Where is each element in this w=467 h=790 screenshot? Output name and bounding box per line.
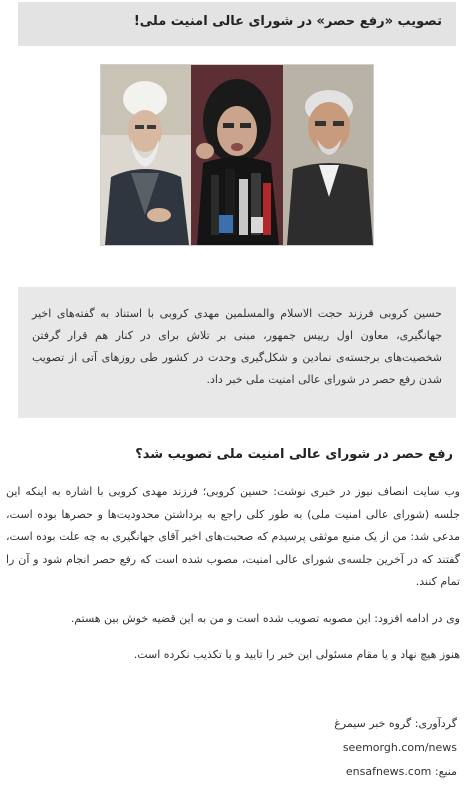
article-body xyxy=(6,481,460,681)
source-label: منبع: xyxy=(434,765,457,778)
body-paragraph: وب سایت انصاف نیوز در خبری نوشت: حسین کروبی؛ فرزند مهدی کروبی با اشاره به اینکه این جلسه (شورای عالی امنیت ملی) به طور کلی راجع به برداشتن محدودیت‌ها و حصرها بوده است، مدعی شد: من از یک منبع موثقی پرسیدم که صحبت‌های اخیر آقای جهانگیری به چه علت بوده است، گفتند که در آخرین جلسه‌ی شورای عالی امنیت، مصوب شده است که رفع حصر انجام شود و آن را تمام کنند. xyxy=(6,485,460,588)
body-paragraph: وی در ادامه افزود: این مصوبه تصویب شده است و من به این قضیه خوش بین هستم. xyxy=(70,611,460,625)
body-paragraph: هنوز هیچ نهاد و یا مقام مسئولی این خبر را تایید و یا تکذیب نکرده است. xyxy=(133,648,460,661)
credits-block xyxy=(157,712,457,784)
collector-credit: گردآوری: گروه خبر سیمرغ xyxy=(334,717,457,730)
article-photo xyxy=(100,64,374,246)
collector-link[interactable]: seemorgh.com/news xyxy=(342,741,457,754)
article-title: تصویب «رفع حصر» در شورای عالی امنیت ملی! xyxy=(18,2,456,46)
section-heading: رفع حصر در شورای عالی امنیت ملی تصویب شد؟ xyxy=(135,447,453,462)
article-lead: حسین کروبی فرزند حجت الاسلام والمسلمین مهدی کروبی با استناد به گفته‌های اخیر جهانگیری، معاون اول رییس جمهور، مبنی بر تلاش برای در کنار هم قرار گرفتن شخصیت‌های برجسته‌ی نمادین و شکل‌گیری وحدت در کشور طی روزهای آتی از تصویب شدن رفع حصر در شورای عالی امنیت ملی خبر داد. xyxy=(18,287,456,418)
source-link[interactable]: ensafnews.com xyxy=(345,765,432,778)
source-line xyxy=(157,760,457,784)
